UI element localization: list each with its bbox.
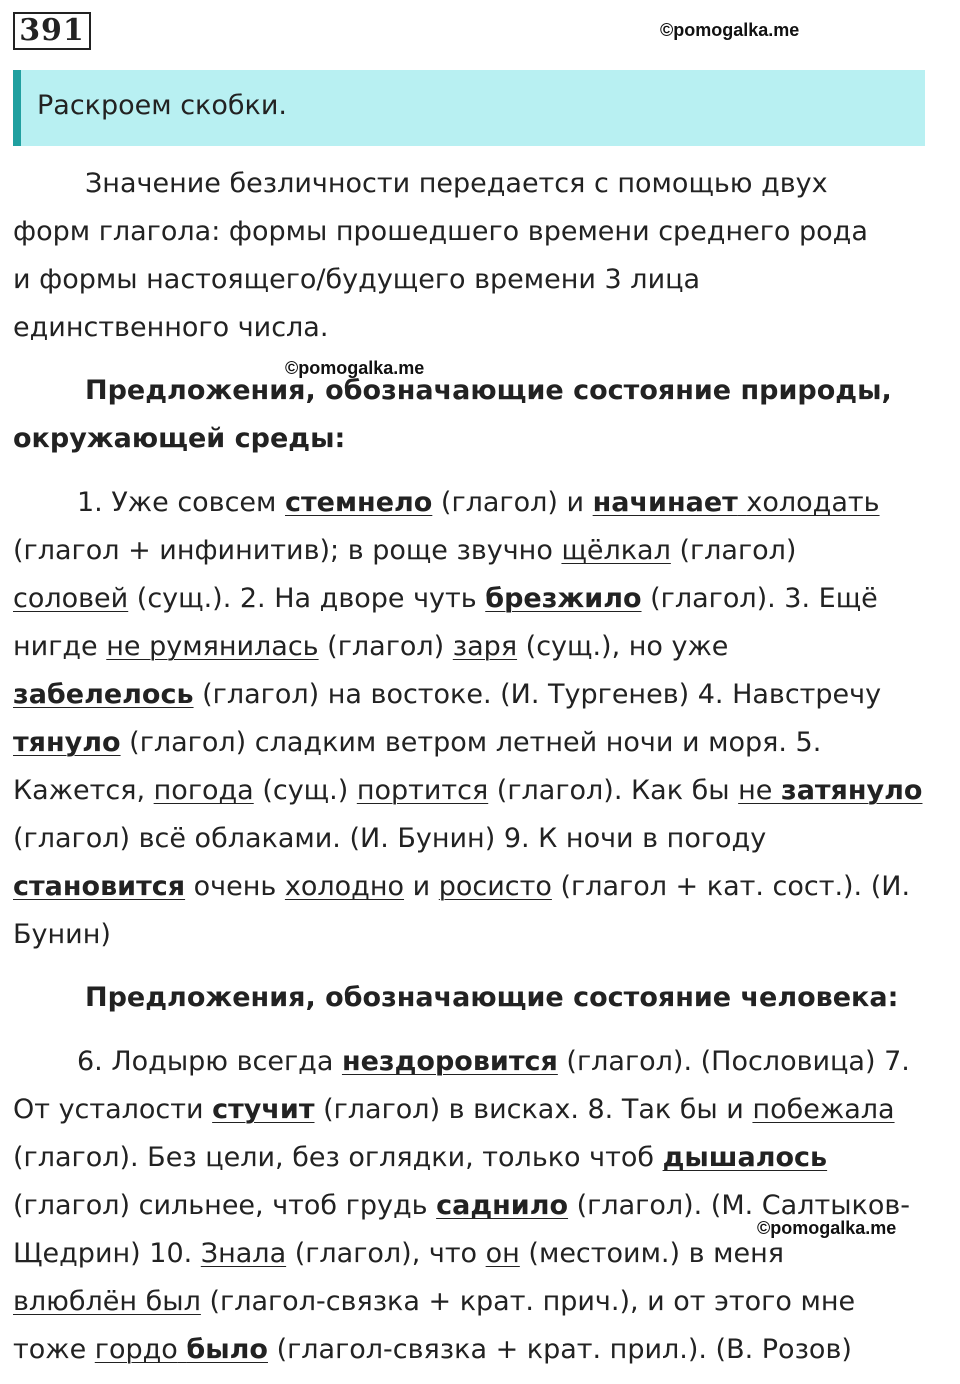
intro-line: и формы настоящего/будущего времени 3 лица	[13, 264, 701, 295]
watermark-middle: ©pomogalka.me	[285, 358, 425, 378]
sentence-line: тянуло (глагол) сладким ветром летней ночи и моря. 5.	[13, 727, 822, 758]
sentence-line: соловей (сущ.). 2. На дворе чуть брезжило (глагол). 3. Ещё	[13, 583, 878, 614]
sentence-line: Бунин)	[13, 919, 111, 950]
instruction-banner	[13, 70, 925, 146]
sentence-line: 1. Уже совсем стемнело (глагол) и начинает холодать	[77, 487, 880, 518]
task-number: 391	[13, 12, 91, 50]
heading-nature	[13, 367, 943, 463]
intro-line: Значение безличности передается с помощью двух	[85, 168, 828, 199]
sentence-line: тоже гордо было (глагол-связка + крат. прил.). (В. Розов)	[13, 1334, 852, 1365]
intro-paragraph	[13, 160, 943, 352]
intro-line: единственного числа.	[13, 312, 329, 343]
watermark-bottom: ©pomogalka.me	[757, 1218, 897, 1238]
heading-human	[13, 974, 943, 1022]
sentence-line: забелелось (глагол) на востоке. (И. Тургенев) 4. Навстречу	[13, 679, 882, 710]
watermark-top: ©pomogalka.me	[660, 20, 800, 40]
section-human-text	[13, 1038, 943, 1374]
sentence-line: Кажется, погода (сущ.) портится (глагол). Как бы не затянуло	[13, 775, 923, 806]
sentence-line: нигде не румянилась (глагол) заря (сущ.), но уже	[13, 631, 729, 662]
heading-line: окружающей среды:	[13, 423, 346, 454]
intro-line: форм глагола: формы прошедшего времени среднего рода	[13, 216, 868, 247]
sentence-line: (глагол) всё облаками. (И. Бунин) 9. К ночи в погоду	[13, 823, 767, 854]
sentence-line: становится очень холодно и росисто (глагол + кат. сост.). (И.	[13, 871, 911, 902]
instruction-text: Раскроем скобки.	[37, 90, 287, 121]
heading-line: Предложения, обозначающие состояние человека:	[85, 982, 899, 1013]
sentence-line: 6. Лодырю всегда нездоровится (глагол). (Пословица) 7.	[77, 1046, 910, 1077]
section-nature-text	[13, 479, 943, 959]
heading-line: Предложения, обозначающие состояние природы,	[85, 375, 892, 406]
sentence-line: (глагол + инфинитив); в роще звучно щёлкал (глагол)	[13, 535, 797, 566]
sentence-line: От усталости стучит (глагол) в висках. 8. Так бы и побежала	[13, 1094, 895, 1125]
sentence-line: (глагол) сильнее, чтоб грудь саднило (глагол). (М. Салтыков-	[13, 1190, 910, 1221]
sentence-line: (глагол). Без цели, без оглядки, только чтоб дышалось	[13, 1142, 828, 1173]
sentence-line: влюблён был (глагол-связка + крат. прич.), и от этого мне	[13, 1286, 856, 1317]
sentence-line: Щедрин) 10. Знала (глагол), что он (местоим.) в меня	[13, 1238, 785, 1269]
